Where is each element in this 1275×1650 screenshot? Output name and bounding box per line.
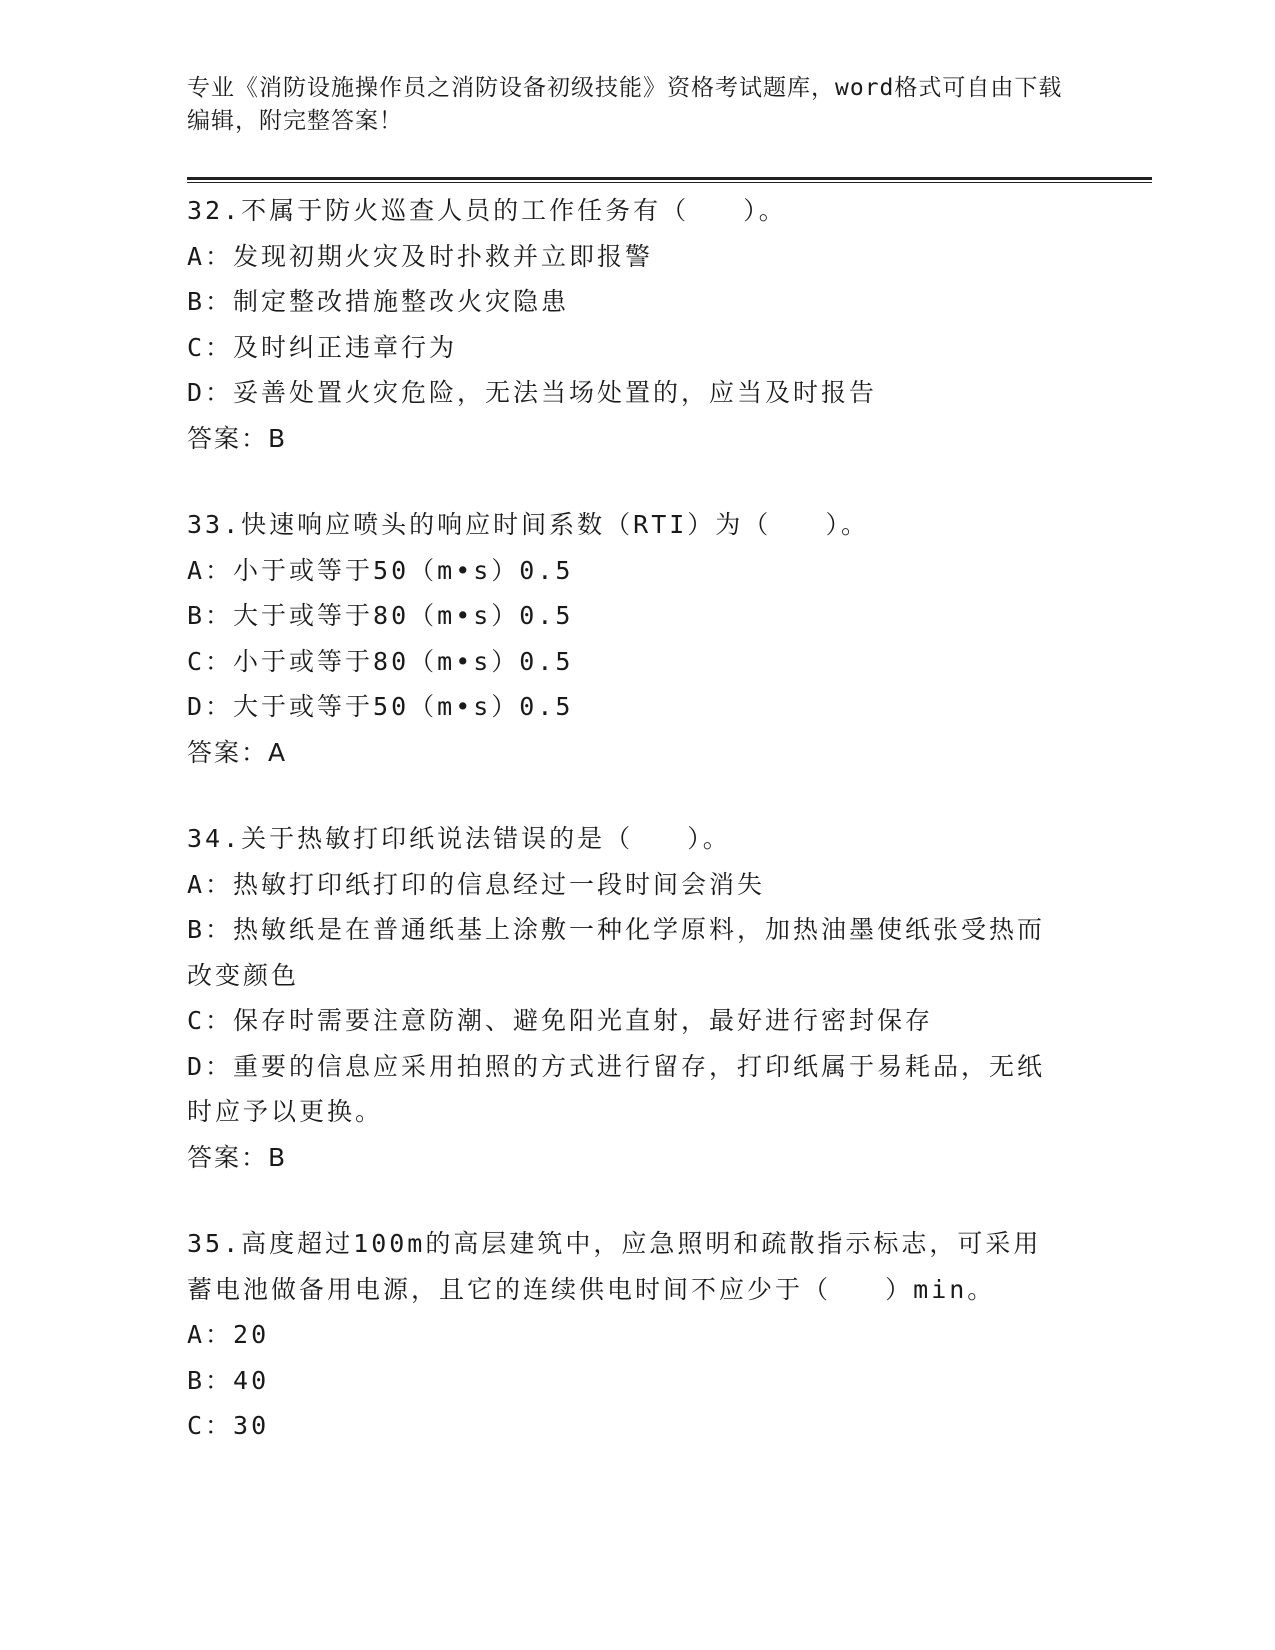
option-c: C：及时纠正违章行为: [187, 332, 458, 362]
question-34: [187, 816, 1067, 1180]
question-stem: 33.快速响应喷头的响应时间系数（RTI）为（ ）。: [187, 510, 869, 539]
question-stem: 32.不属于防火巡查人员的工作任务有（ ）。: [187, 196, 787, 225]
header-divider: [187, 177, 1152, 180]
document-intro: 专业《消防设施操作员之消防设备初级技能》资格考试题库，word格式可自由下载编辑，附完整答案！: [187, 75, 1063, 134]
option-b: B：制定整改措施整改火灾隐患: [187, 287, 570, 316]
option-c: C：小于或等于80（m•s）0.5: [187, 646, 574, 676]
question-32: [187, 188, 1067, 461]
question-stem: 35.高度超过100m的高层建筑中，应急照明和疏散指示标志，可采用蓄电池做备用电源，且它的连续供电时间不应少于（ ）min。: [187, 1229, 1042, 1304]
option-b: B：40: [187, 1365, 270, 1395]
question-33: [187, 502, 1067, 775]
header-divider-thin: [187, 182, 1152, 183]
option-d: D：重要的信息应采用拍照的方式进行留存，打印纸属于易耗品，无纸时应予以更换。: [187, 1051, 1046, 1126]
option-a: A：热敏打印纸打印的信息经过一段时间会消失: [187, 869, 766, 899]
option-b: B：大于或等于80（m•s）0.5: [187, 601, 574, 630]
answer-line: 答案：A: [187, 737, 288, 767]
option-c: C：30: [187, 1411, 270, 1440]
option-a: A：发现初期火灾及时扑救并立即报警: [187, 241, 654, 271]
option-a: A：小于或等于50（m•s）0.5: [187, 555, 574, 585]
question-35: [187, 1221, 1067, 1449]
answer-line: 答案：B: [187, 423, 288, 453]
option-c: C：保存时需要注意防潮、避免阳光直射，最好进行密封保存: [187, 1006, 934, 1035]
option-a: A：20: [187, 1320, 270, 1349]
question-stem: 34.关于热敏打印纸说法错误的是（ ）。: [187, 824, 731, 853]
option-b: B：热敏纸是在普通纸基上涂敷一种化学原料，加热油墨使纸张受热而改变颜色: [187, 915, 1046, 990]
question-list: [187, 188, 1067, 1490]
answer-line: 答案：B: [187, 1142, 288, 1172]
option-d: D：大于或等于50（m•s）0.5: [187, 692, 574, 721]
option-d: D：妥善处置火灾危险，无法当场处置的，应当及时报告: [187, 378, 878, 407]
